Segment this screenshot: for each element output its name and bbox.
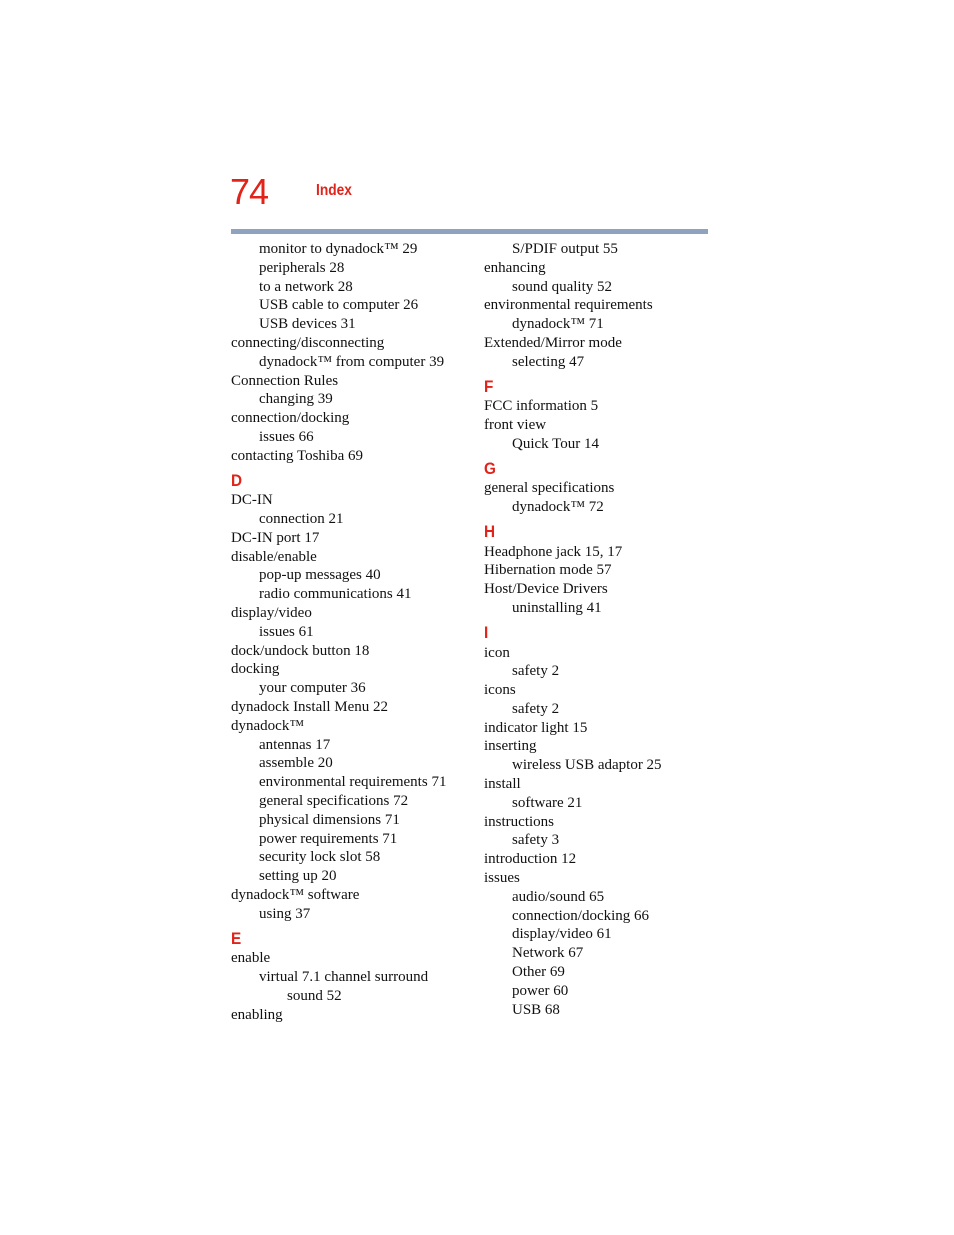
index-letter-heading: F bbox=[484, 376, 494, 396]
index-subentry: sound quality 52 bbox=[512, 278, 612, 295]
index-subentry: changing 39 bbox=[259, 391, 333, 408]
index-entry: indicator light 15 bbox=[484, 719, 588, 736]
index-subentry: issues 66 bbox=[259, 428, 314, 445]
index-entry: dynadock™ software bbox=[231, 886, 360, 903]
index-entry: introduction 12 bbox=[484, 851, 577, 868]
index-subentry: dynadock™ from computer 39 bbox=[259, 353, 445, 370]
index-subentry: Network 67 bbox=[512, 945, 584, 962]
index-subentry: Other 69 bbox=[512, 964, 565, 981]
index-entry: enabling bbox=[231, 1006, 283, 1023]
index-subentry: safety 3 bbox=[512, 832, 560, 849]
index-letter-heading: D bbox=[231, 470, 243, 490]
index-entry: display/video bbox=[231, 605, 312, 622]
index-subentry: to a network 28 bbox=[259, 278, 353, 295]
index-subentry: general specifications 72 bbox=[259, 793, 409, 809]
index-subentry: pop-up messages 40 bbox=[259, 567, 381, 584]
index-entry: environmental requirements bbox=[484, 297, 653, 314]
header-rule bbox=[231, 229, 708, 234]
index-entry: connecting/disconnecting bbox=[231, 334, 385, 351]
index-subentry: your computer 36 bbox=[259, 680, 366, 697]
index-subentry: S/PDIF output 55 bbox=[512, 241, 618, 257]
index-subentry: USB cable to computer 26 bbox=[259, 297, 419, 314]
index-letter-heading: H bbox=[484, 521, 496, 541]
index-entry: disable/enable bbox=[231, 548, 317, 565]
index-entry: Hibernation mode 57 bbox=[484, 562, 612, 579]
index-entry: enhancing bbox=[484, 259, 546, 276]
index-entry: general specifications bbox=[484, 480, 615, 497]
index-subentry: wireless USB adaptor 25 bbox=[512, 757, 662, 774]
index-subentry: using 37 bbox=[259, 905, 311, 922]
index-entry: issues bbox=[484, 870, 520, 887]
index-subentry: dynadock™ 72 bbox=[512, 499, 604, 516]
index-subentry: assemble 20 bbox=[259, 755, 333, 772]
index-entry: icon bbox=[484, 644, 510, 661]
index-subentry: radio communications 41 bbox=[259, 586, 412, 603]
index-entry: DC-IN port 17 bbox=[231, 529, 320, 546]
index-entry: install bbox=[484, 776, 521, 793]
index-entry: dynadock Install Menu 22 bbox=[231, 699, 389, 716]
section-title: Index bbox=[316, 182, 352, 199]
index-entry: dynadock™ bbox=[231, 717, 305, 734]
index-subentry: antennas 17 bbox=[259, 736, 331, 753]
index-subentry: power requirements 71 bbox=[259, 830, 398, 847]
index-subentry: audio/sound 65 bbox=[512, 888, 605, 905]
index-subentry: setting up 20 bbox=[259, 868, 337, 885]
index-subentry: monitor to dynadock™ 29 bbox=[259, 241, 418, 257]
index-subentry: issues 61 bbox=[259, 623, 314, 640]
index-subentry: power 60 bbox=[512, 982, 569, 999]
index-entry: FCC information 5 bbox=[484, 398, 599, 415]
index-subentry: USB 68 bbox=[512, 1001, 560, 1018]
index-entry: icons bbox=[484, 682, 516, 699]
index-entry: Extended/Mirror mode bbox=[484, 334, 622, 351]
index-entry: docking bbox=[231, 661, 280, 678]
index-subentry: security lock slot 58 bbox=[259, 849, 381, 866]
index-subentry: display/video 61 bbox=[512, 926, 612, 943]
index-subentry: safety 2 bbox=[512, 700, 560, 717]
index-subentry: physical dimensions 71 bbox=[259, 811, 400, 828]
index-entry: instructions bbox=[484, 813, 554, 830]
index-letter-heading: E bbox=[231, 928, 242, 948]
index-entry: dock/undock button 18 bbox=[231, 642, 370, 659]
index-column-left bbox=[231, 240, 471, 1024]
index-entry: connection/docking bbox=[231, 410, 350, 427]
index-subentry: connection/docking 66 bbox=[512, 907, 650, 924]
index-entry: contacting Toshiba 69 bbox=[231, 447, 363, 464]
index-entry: Connection Rules bbox=[231, 372, 339, 389]
index-subentry: uninstalling 41 bbox=[512, 600, 602, 617]
index-subentry: selecting 47 bbox=[512, 353, 585, 370]
index-entry: Headphone jack 15, 17 bbox=[484, 543, 623, 560]
index-subentry: peripherals 28 bbox=[259, 259, 345, 276]
index-letter-heading: I bbox=[484, 622, 489, 642]
index-entry: inserting bbox=[484, 738, 537, 755]
index-entry: DC-IN bbox=[231, 492, 273, 509]
index-subentry: dynadock™ 71 bbox=[512, 316, 604, 333]
index-entry: enable bbox=[231, 950, 271, 967]
index-column-right bbox=[484, 240, 724, 1019]
index-subentry: Quick Tour 14 bbox=[512, 435, 599, 452]
index-entry: Host/Device Drivers bbox=[484, 581, 608, 598]
index-entry: front view bbox=[484, 417, 547, 434]
index-subentry: virtual 7.1 channel surround bbox=[259, 969, 429, 986]
index-subentry: sound 52 bbox=[287, 987, 342, 1004]
index-subentry: software 21 bbox=[512, 794, 583, 811]
index-subentry: environmental requirements 71 bbox=[259, 774, 447, 791]
index-subentry: connection 21 bbox=[259, 511, 344, 528]
index-subentry: USB devices 31 bbox=[259, 316, 356, 333]
index-subentry: safety 2 bbox=[512, 663, 560, 680]
index-letter-heading: G bbox=[484, 458, 496, 478]
page-number: 74 bbox=[230, 171, 269, 212]
